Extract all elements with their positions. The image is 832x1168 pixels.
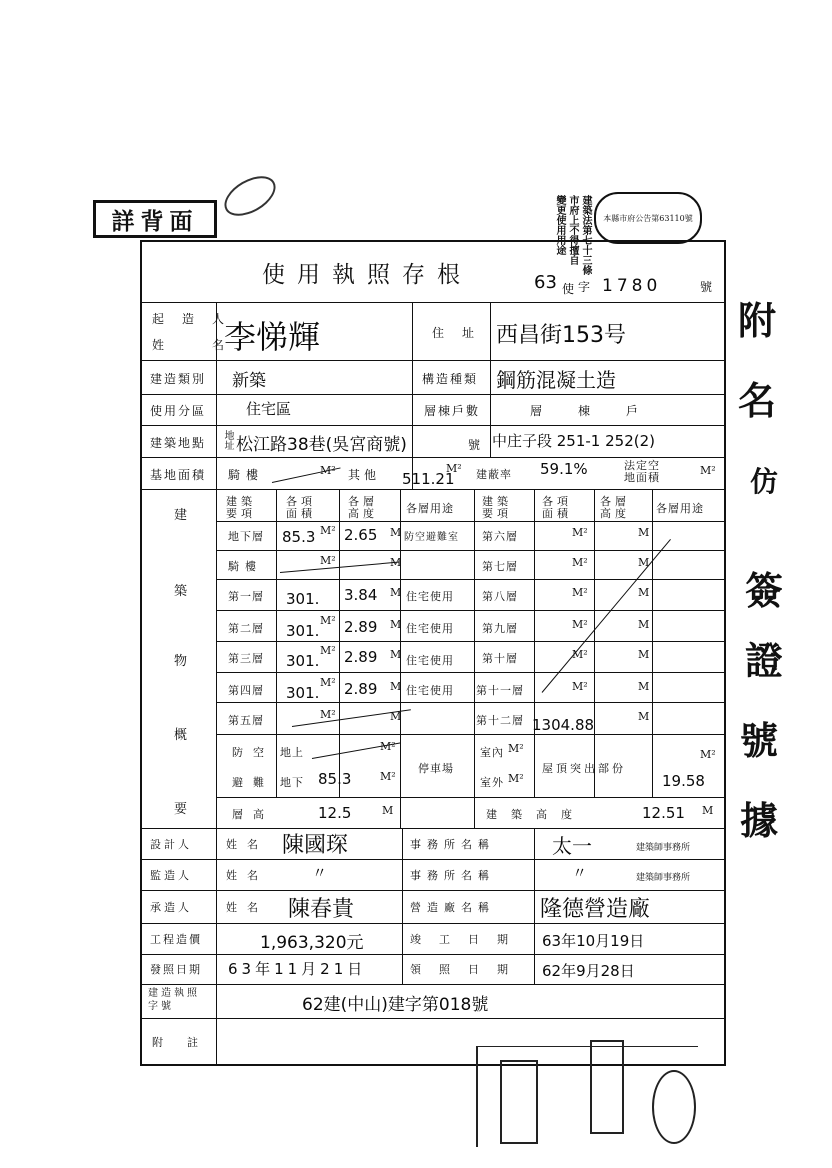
other-label: 其他 [348,468,381,482]
designer-name: 陳國琛 [282,833,349,858]
floor-use: 防空避難室 [404,532,459,543]
arcade-unit: M² [320,464,336,477]
hdr-item-l: 建築要項 [226,495,256,520]
designer-office: 太一 [552,834,592,858]
applicant-name: 李悌輝 [224,318,321,356]
permit-year: 63 [534,272,557,293]
address-value: 西昌街153号 [496,323,626,348]
structure-value: 鋼筋混凝土造 [496,368,616,392]
lot-value: 中庄子段 251-1 252(2) [492,432,656,450]
margin-char-5: 證 [745,638,784,683]
supervisor-office: 〃 [572,864,588,882]
bldg-v-3: 物 [174,654,191,669]
contractor-office: 隆德營造廠 [540,897,651,922]
bldg-v-4: 概 [174,728,191,743]
hdr-item-r: 建築要項 [482,495,512,520]
shelter-label-2: 避難 [232,776,274,789]
hdr-height-r: 各層高度 [600,495,630,520]
floor-name: 第一層 [228,590,264,603]
floor-name: 第四層 [228,684,264,697]
building-class-value: 新築 [232,371,266,391]
margin-char-6: 號 [740,718,779,763]
form-title: 使用執照存根 [262,262,472,288]
margin-char-1: 附 [738,298,777,343]
floor-height: 3.84 [344,586,378,604]
side-note-1: 建築法第七十三條 [580,195,591,275]
floor-height: 2.89 [344,680,378,698]
bldg-v-1: 建 [174,508,191,523]
floor-name: 第二層 [228,622,264,635]
bldg-height-value: 12.51 [642,804,685,822]
total-floor-area: 1304.88 [532,716,595,734]
supervisor-office-label: 事務所名稱 [410,869,495,882]
right-floor-10: 第十層 [482,652,518,665]
detail-back-stamp: 詳背面 [93,200,217,238]
floor-area: 301. [286,590,320,608]
designer-office-label: 事務所名稱 [410,838,495,851]
hdr-use-r: 各層用途 [656,502,704,515]
floor-name: 第五層 [228,714,264,727]
outdoor-label: 室外 [480,776,504,789]
legal-unit: M² [700,464,716,477]
right-floor-12: 第十二層 [476,714,524,727]
site-sub-label: 地址 [222,430,233,450]
permit-zi-label: 字 [578,280,594,294]
base-area-label: 基地面積 [150,468,207,482]
coverage-label: 建蔽率 [476,468,512,481]
permit-hao-label: 號 [700,280,716,294]
indoor-label: 室內 [480,746,504,759]
margin-char-4: 簽 [745,568,784,613]
arcade-label: 騎樓 [228,468,265,482]
permit-label: 建造執照字號 [148,988,200,1012]
side-seal: 本縣市府公告第63110號 [594,192,702,244]
receive-date-label: 領照日期 [410,963,526,976]
legal-label: 法定空地面積 [624,459,660,484]
applicant-label-1: 起 造 人 [152,312,228,326]
floor-name: 第三層 [228,652,264,665]
applicant-label-2: 姓 名 [152,338,228,352]
margin-char-2: 名 [738,378,777,423]
site-value: 松江路38巷(吳宮商號) [236,435,407,455]
permit-char: 使 [562,282,575,296]
cost-value: 1,963,320元 [260,933,364,953]
floor-use: 住宅使用 [406,590,454,603]
building-class-label: 建造類別 [150,372,207,386]
roof-label: 屋頂突出部份 [542,762,626,775]
hdr-height-l: 各層高度 [348,495,378,520]
floor-area: 85.3 [282,528,316,546]
right-floor-11: 第十一層 [476,684,524,697]
supervisor-tail: 建築師事務所 [636,873,691,883]
lot-label: 號 [468,438,484,452]
hdr-area-r: 各項面積 [542,495,572,520]
address-label: 住址 [432,326,493,340]
parking-label: 停車場 [418,762,454,775]
permit-stub-form: 使用執照存根 63 使 字 1780 號 起 造 人 姓 名 李悌輝 住址 西昌街153号 建造類別 新築 構造種類 鋼筋混凝土造 使用分區 住宅區 層棟戶數 層 棟 戶 建築地點 地址 松江路38巷(吳宮商號) 號 中庄子段 251-1 252(2) 基地面積 騎樓 M² 其他 511.21 M² 建蔽率 59.1% 法定空地面積 M² 建 築 物 概 要 建築要項 各項面積 各層高度 各層用途 建築要項 各項面積 各層高度 各層用途 地下層 85.3 M² 2.65 M 防空避難室 騎樓 M² M 第一層 301. 3.84 M 住宅使用 第二層 301. M² 2.89 M 住宅使用 第三層 301. M² 2.89 M 住宅使用 第四層 301. M² 2.89 M 住宅使用 第五層 M² M 第六層 第七層 第八層 第九層 第十層 第十一層 第十二層 M² M M² M M² M M² M M² M M² M M 1304.88 防空 避難 地上 M² 地下 85.3 M² 停車場 室內 M² 室外 M² 屋頂突出部份 M² 19.58 層高 12.5 M 建築高度 12.51 M 設計人 姓名 陳國琛 事務所名稱 太一 建築師事務所 監造人 姓名 〃 事務所名稱 〃 建築師事務所 承造人 姓名 陳春貴 營造廠名稱 隆德營造廠 工程造價 1,963,320元 竣工日期 63年10月19日 發照日期 63年11月21日 領照日期 62年9月28日 建造執照字號 62建(中山)建字第018號 附註 [140,240,726,1066]
floor-height: 2.89 [344,648,378,666]
designer-name-label: 姓名 [226,838,268,851]
site-label: 建築地點 [150,436,207,450]
done-date-value: 63年10月19日 [542,932,645,950]
contractor-label: 承造人 [150,901,192,914]
floor-area: 301. [286,622,320,640]
bottom-seal-2 [590,1040,624,1134]
contractor-name: 陳春貴 [288,897,355,922]
height-value: 12.5 [318,804,352,822]
floors-label: 層棟戶數 [424,404,481,418]
floor-use: 住宅使用 [406,684,454,697]
floors-value: 層 棟 戶 [530,404,651,418]
right-floor-6: 第六層 [482,530,518,543]
hdr-use-l: 各層用途 [406,502,454,515]
bottom-seal-1 [500,1060,538,1144]
supervisor-name: 〃 [312,864,328,882]
side-note-2: 市府上不得擅自 [567,195,578,265]
contractor-name-label: 姓名 [226,901,268,914]
floor-area: 301. [286,684,320,702]
bottom-seal-3 [652,1070,696,1144]
shelter-below-value: 85.3 [318,770,352,788]
bldg-height-label: 建築高度 [486,808,586,821]
bldg-v-5: 要 [174,802,191,817]
coverage-value: 59.1% [540,460,588,478]
use-zone-label: 使用分區 [150,404,207,418]
bldg-v-2: 築 [174,584,191,599]
shelter-below: 地下 [280,776,304,789]
other-unit: M² [446,462,462,475]
floor-use: 住宅使用 [406,622,454,635]
designer-tail: 建築師事務所 [636,843,691,853]
height-label: 層高 [232,808,274,821]
floor-use: 住宅使用 [406,654,454,667]
permit-number: 1780 [602,276,662,296]
contractor-office-label: 營造廠名稱 [410,901,495,914]
floor-name: 騎樓 [228,560,262,573]
floor-height: 2.65 [344,526,378,544]
hdr-area-l: 各項面積 [286,495,316,520]
right-floor-9: 第九層 [482,622,518,635]
oval-stamp-mark [218,168,282,224]
shelter-above: 地上 [280,746,304,759]
roof-value: 19.58 [662,772,705,790]
supervisor-label: 監造人 [150,869,192,882]
structure-label: 構造種類 [422,372,479,386]
issue-date-value: 63年11月21日 [228,960,367,978]
permit-value: 62建(中山)建字第018號 [302,995,489,1015]
designer-label: 設計人 [150,838,192,851]
use-zone-value: 住宅區 [246,400,292,418]
done-date-label: 竣工日期 [410,933,526,946]
right-floor-7: 第七層 [482,560,518,573]
other-value: 511.21 [402,470,455,488]
right-floor-8: 第八層 [482,590,518,603]
floor-area: 301. [286,652,320,670]
cost-label: 工程造價 [150,933,202,946]
floor-name: 地下層 [228,530,264,543]
side-note-3: 變更使用用途 [554,195,565,255]
shelter-label-1: 防空 [232,746,274,759]
floor-height: 2.89 [344,618,378,636]
margin-char-3: 仿 [750,465,779,498]
supervisor-name-label: 姓名 [226,869,268,882]
remark-label: 附註 [152,1036,222,1049]
receive-date-value: 62年9月28日 [542,962,635,980]
margin-char-7: 據 [740,798,779,843]
issue-date-label: 發照日期 [150,963,202,976]
